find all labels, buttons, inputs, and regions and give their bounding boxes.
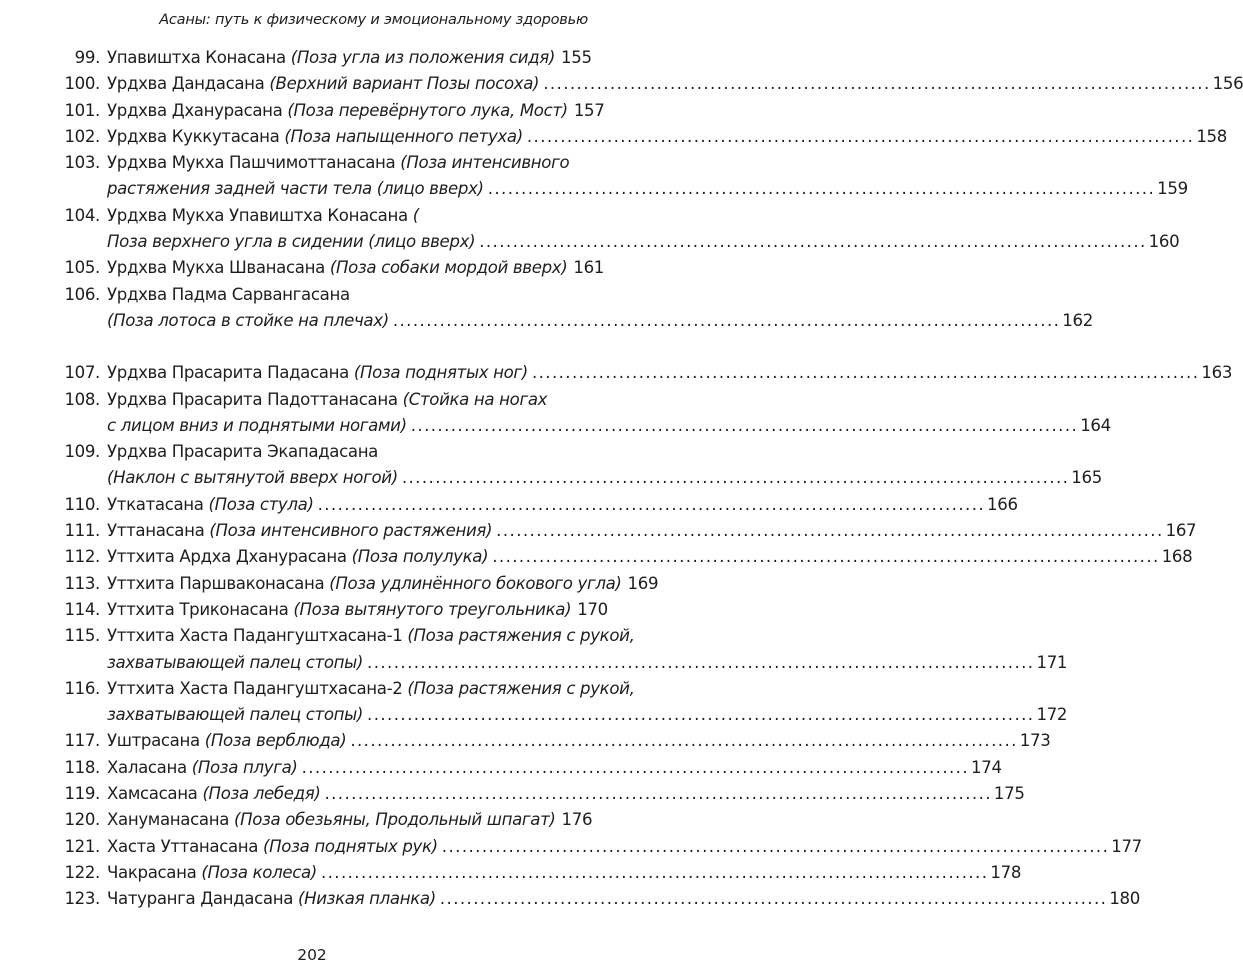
dot-leader: [393, 308, 1060, 334]
pose-description: (Поза напыщенного петуха): [284, 126, 523, 146]
pose-description: (Поза полулука): [351, 547, 489, 567]
toc-entry-continuation: [40, 229, 1180, 255]
dot-leader: [367, 702, 1034, 728]
toc-entry-continuation: [40, 308, 1093, 334]
toc-entry-continuation: [40, 465, 1102, 491]
toc-entry: [40, 755, 1002, 781]
entry-number: 115.: [64, 626, 100, 646]
page-ref: 174: [971, 757, 1002, 777]
toc-entry: [40, 623, 635, 649]
page-ref: 169: [627, 573, 659, 593]
asana-name: Урдхва Прасарита Экападасана: [107, 442, 379, 462]
page-ref: 166: [987, 494, 1018, 514]
pose-description: захватывающей палец стопы): [107, 705, 364, 725]
pose-description: (Наклон с вытянутой вверх ногой): [107, 468, 398, 488]
pose-description: (Поза верблюда): [204, 731, 347, 751]
page-ref: 178: [990, 862, 1022, 882]
asana-name: Уткатасана: [107, 494, 209, 514]
entry-number: 101.: [64, 100, 100, 120]
entry-number: 106.: [64, 284, 100, 304]
page-ref: 155: [561, 48, 592, 67]
pose-description: (Поза плуга): [191, 757, 298, 777]
toc-entry: [40, 98, 605, 124]
pose-description: (Поза лебедя): [202, 784, 321, 804]
asana-name: Уттхита Триконасана: [107, 599, 294, 619]
asana-name: Уттхита Паршваконасана: [107, 573, 330, 593]
pose-description: (Поза поднятых ног): [353, 363, 528, 383]
toc-entry: [40, 860, 1022, 886]
asana-name: Уттхита Хаста Падангуштхасана-1: [107, 626, 408, 646]
asana-name: Урдхва Куккутасана: [107, 126, 285, 146]
toc-entry: [40, 728, 1051, 754]
entry-number: 111.: [64, 521, 100, 541]
page-ref: 159: [1157, 179, 1188, 199]
dot-leader: [318, 492, 985, 518]
toc-entry: [40, 282, 588, 308]
entry-number: 104.: [64, 205, 100, 225]
dot-leader: [324, 781, 991, 807]
asana-name: Уштрасана: [107, 731, 205, 751]
entry-number: 123.: [64, 889, 100, 909]
toc-entry: [40, 834, 1142, 860]
entry-number: 118.: [64, 757, 100, 777]
dot-leader: [527, 124, 1194, 150]
entry-number: 120.: [64, 810, 100, 830]
asana-name: Уттхита Ардха Дханурасана: [107, 547, 352, 567]
page-ref: 161: [573, 258, 604, 278]
entry-number: 117.: [64, 731, 100, 751]
entry-number: 99.: [74, 48, 100, 67]
asana-name: Урдхва Мукха Пашчимоттанасана: [107, 153, 401, 173]
asana-name: Урдхва Мукха Шванасана: [107, 258, 330, 278]
dot-leader: [367, 650, 1034, 676]
pose-description: (Низкая планка): [297, 889, 436, 909]
page-ref: 157: [573, 100, 605, 120]
pose-description: (Поза интенсивного растяжения): [209, 521, 493, 541]
toc-entry: [40, 45, 592, 71]
dot-leader: [411, 413, 1078, 439]
pose-description: (Поза угла из положения сидя): [290, 48, 556, 67]
page-ref: 158: [1196, 126, 1227, 146]
toc-entry-continuation: [40, 650, 1068, 676]
page-ref: 162: [1062, 310, 1093, 330]
toc-entry-continuation: [40, 176, 1188, 202]
dot-leader: [543, 71, 1210, 97]
pose-description: (Поза растяжения с рукой,: [407, 626, 635, 646]
entry-number: 122.: [64, 862, 100, 882]
entry-number: 109.: [64, 442, 100, 462]
asana-name: Урдхва Дханурасана: [107, 100, 288, 120]
toc-entry-continuation: [40, 413, 1111, 439]
dot-leader: [321, 860, 988, 886]
asana-name: Уттанасана: [107, 521, 210, 541]
dot-leader: [479, 229, 1146, 255]
page-ref: 170: [577, 599, 608, 619]
toc-entry: [40, 676, 635, 702]
asana-name: Хамсасана: [107, 784, 203, 804]
toc-entry-continuation: [40, 702, 1068, 728]
pose-description: (Поза поднятых рук): [263, 836, 438, 856]
page-number: 202: [297, 946, 327, 964]
asana-name: Чакрасана: [107, 862, 202, 882]
toc-entry: [40, 544, 1193, 570]
entry-number: 103.: [64, 153, 100, 173]
table-of-contents: [40, 45, 1243, 913]
entry-number: 112.: [64, 547, 100, 567]
dot-leader: [302, 755, 969, 781]
toc-entry: [40, 886, 1140, 912]
pose-description: (: [412, 205, 419, 225]
dot-leader: [496, 518, 1163, 544]
toc-entry: [40, 71, 1243, 97]
entry-number: 102.: [64, 126, 100, 146]
asana-name: Халасана: [107, 757, 192, 777]
entry-number: 114.: [64, 599, 100, 619]
asana-name: Чатуранга Дандасана: [107, 889, 298, 909]
page-ref: 175: [993, 784, 1025, 804]
pose-description: (Стойка на ногах: [402, 389, 548, 409]
toc-entry: [40, 781, 1025, 807]
pose-description: (Поза колеса): [201, 862, 317, 882]
dot-leader: [492, 544, 1159, 570]
page-ref: 180: [1109, 889, 1140, 909]
pose-description: (Поза перевёрнутого лука, Мост): [287, 100, 568, 120]
page-ref: 167: [1165, 521, 1197, 541]
toc-entry: [40, 150, 588, 176]
toc-entry: [40, 571, 659, 597]
page-ref: 173: [1019, 731, 1051, 751]
toc-entry: [40, 203, 588, 229]
entry-number: 105.: [64, 258, 100, 278]
entry-number: 107.: [64, 363, 100, 383]
asana-name: Упавиштха Конасана: [107, 48, 291, 67]
toc-entry: [40, 492, 1018, 518]
asana-name: Урдхва Падма Сарвангасана: [107, 284, 350, 304]
pose-description: захватывающей палец стопы): [107, 652, 364, 672]
pose-description: (Поза лотоса в стойке на плечах): [107, 310, 389, 330]
entry-number: 116.: [64, 678, 100, 698]
page-ref: 165: [1071, 468, 1102, 488]
pose-description: (Поза интенсивного: [400, 153, 570, 173]
page-ref: 164: [1080, 415, 1111, 435]
page-ref: 171: [1036, 652, 1068, 672]
pose-description: (Поза вытянутого треугольника): [293, 599, 572, 619]
asana-name: Урдхва Дандасана: [107, 74, 270, 94]
asana-name: Хануманасана: [107, 810, 234, 830]
toc-entry: [40, 597, 608, 623]
entry-number: 108.: [64, 389, 100, 409]
toc-entry: [40, 360, 1233, 386]
pose-description: (Поза обезьяны, Продольный шпагат): [233, 810, 556, 830]
page-ref: 172: [1036, 705, 1068, 725]
pose-description: (Поза собаки мордой вверх): [329, 258, 568, 278]
entry-number: 113.: [64, 573, 100, 593]
pose-description: с лицом вниз и поднятыми ногами): [107, 415, 407, 435]
asana-name: Урдхва Прасарита Падасана: [107, 363, 354, 383]
toc-entry: [40, 439, 588, 465]
toc-entry: [40, 255, 604, 281]
page-ref: 163: [1201, 363, 1233, 383]
pose-description: (Верхний вариант Позы посоха): [269, 74, 540, 94]
entry-number: 119.: [64, 784, 100, 804]
dot-leader: [402, 465, 1069, 491]
page-ref: 156: [1212, 74, 1243, 94]
dot-leader: [440, 886, 1107, 912]
asana-name: Урдхва Мукха Упавиштха Конасана: [107, 205, 413, 225]
pose-description: Поза верхнего угла в сидении (лицо вверх): [107, 232, 476, 252]
toc-entry: [40, 124, 1227, 150]
pose-description: (Поза стула): [208, 494, 314, 514]
entry-number: 110.: [64, 494, 100, 514]
pose-description: растяжения задней части тела (лицо вверх): [107, 179, 484, 199]
page-ref: 168: [1161, 547, 1193, 567]
asana-name: Урдхва Прасарита Падоттанасана: [107, 389, 403, 409]
page-ref: 176: [561, 810, 593, 830]
dot-leader: [350, 728, 1017, 754]
asana-name: Уттхита Хаста Падангуштхасана-2: [107, 678, 408, 698]
asana-name: Хаста Уттанасана: [107, 836, 264, 856]
page-ref: 177: [1111, 836, 1142, 856]
pose-description: (Поза растяжения с рукой,: [407, 678, 635, 698]
toc-entry: [40, 807, 593, 833]
entry-number: 100.: [64, 74, 100, 94]
dot-leader: [442, 834, 1109, 860]
pose-description: (Поза удлинённого бокового угла): [329, 573, 622, 593]
dot-leader: [532, 360, 1199, 386]
entry-number: 121.: [64, 836, 100, 856]
toc-entry: [40, 518, 1197, 544]
page-ref: 160: [1148, 232, 1180, 252]
toc-entry: [40, 387, 588, 413]
dot-leader: [488, 176, 1155, 202]
running-header: Асаны: путь к физическому и эмоциональному здоровью: [159, 12, 588, 28]
